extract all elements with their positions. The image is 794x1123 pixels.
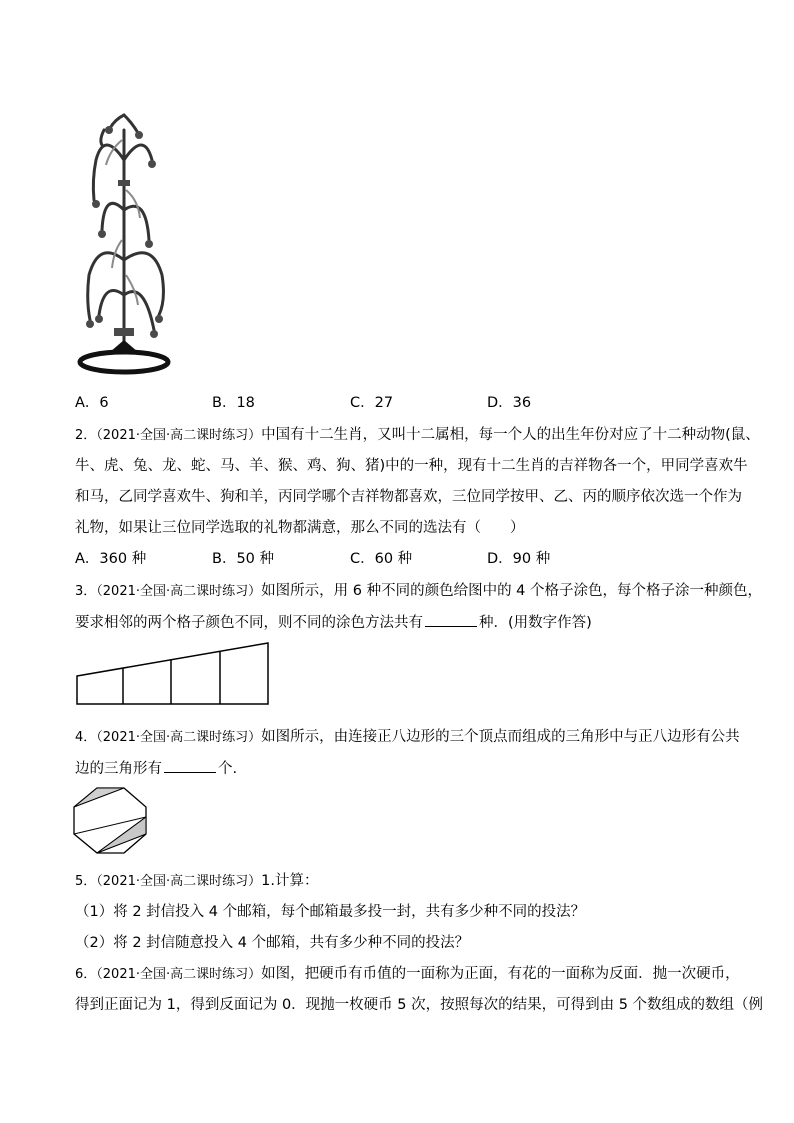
q2-line-4: 礼物，如果让三位同学选取的礼物都满意，那么不同的选法有（ ） <box>75 520 525 536</box>
q4-line-1 <box>75 727 740 748</box>
q1-option-b[interactable]: B．18 <box>212 395 255 411</box>
q4-answer-blank[interactable] <box>164 758 216 773</box>
q6-text-1: 如图，把硬币有币值的一面称为正面，有花的一面称为反面．抛一次硬币， <box>261 966 740 982</box>
bronze-tree-figure <box>74 100 174 382</box>
q2-option-c[interactable]: C．60 种 <box>350 551 413 567</box>
q3-source: 3．（2021·全国·高二课时练习） <box>75 584 262 599</box>
q2-option-d[interactable]: D．90 种 <box>487 551 551 567</box>
q1-option-d[interactable]: D．36 <box>487 395 532 411</box>
q3-line-1 <box>75 581 762 602</box>
q2-line-1 <box>75 425 760 446</box>
q2-source: 2．（2021·全国·高二课时练习） <box>75 428 262 443</box>
q4-octagon-figure <box>72 785 148 857</box>
q3-line-2 <box>75 612 592 633</box>
q3-grid-figure <box>74 640 270 706</box>
q2-option-b[interactable]: B．50 种 <box>212 551 275 567</box>
q5-sub-1: （1）将 2 封信投入 4 个邮箱，每个邮箱最多投一封，共有多少种不同的投法？ <box>75 904 586 920</box>
q5-line-1 <box>75 871 318 892</box>
q6-source: 6．（2021·全国·高二课时练习） <box>75 967 262 982</box>
q1-option-a[interactable]: A．6 <box>75 395 109 411</box>
q4-text-2b: 个. <box>218 761 238 777</box>
q3-answer-blank[interactable] <box>425 612 477 627</box>
q4-text-1: 如图所示，由连接正八边形的三个顶点而组成的三角形中与正八边形有公共 <box>261 729 740 745</box>
q3-text-2b: 种．(用数字作答) <box>479 615 592 631</box>
q6-line-2: 得到正面记为 1，得到反面记为 0．现抛一枚硬币 5 次，按照每次的结果，可得到由 5 个数组成的数组（例 <box>75 997 764 1013</box>
q5-title: 1.计算： <box>261 873 319 889</box>
q3-text-1: 如图所示，用 6 种不同的颜色给图中的 4 个格子涂色，每个格子涂一种颜色， <box>261 583 763 599</box>
q6-line-1 <box>75 964 740 985</box>
q1-option-c[interactable]: C．27 <box>350 395 394 411</box>
q2-line-2: 牛、虎、兔、龙、蛇、马、羊、猴、鸡、狗、猪)中的一种，现有十二生肖的吉祥物各一个，甲同学喜欢牛 <box>75 458 748 474</box>
q4-text-2a: 边的三角形有 <box>75 761 162 777</box>
q2-option-a[interactable]: A．360 种 <box>75 551 147 567</box>
q5-sub-2: （2）将 2 封信随意投入 4 个邮箱，共有多少种不同的投法？ <box>75 935 470 951</box>
q2-text-1: 中国有十二生肖，又叫十二属相，每一个人的出生年份对应了十二种动物(鼠、 <box>261 427 760 443</box>
q4-source: 4．（2021·全国·高二课时练习） <box>75 730 262 745</box>
q2-line-3: 和马，乙同学喜欢牛、狗和羊，丙同学哪个吉祥物都喜欢，三位同学按甲、乙、丙的顺序依次选一个作为 <box>75 489 742 505</box>
q4-line-2 <box>75 758 237 779</box>
q5-source: 5．（2021·全国·高二课时练习） <box>75 874 262 889</box>
q3-text-2a: 要求相邻的两个格子颜色不同，则不同的涂色方法共有 <box>75 615 423 631</box>
